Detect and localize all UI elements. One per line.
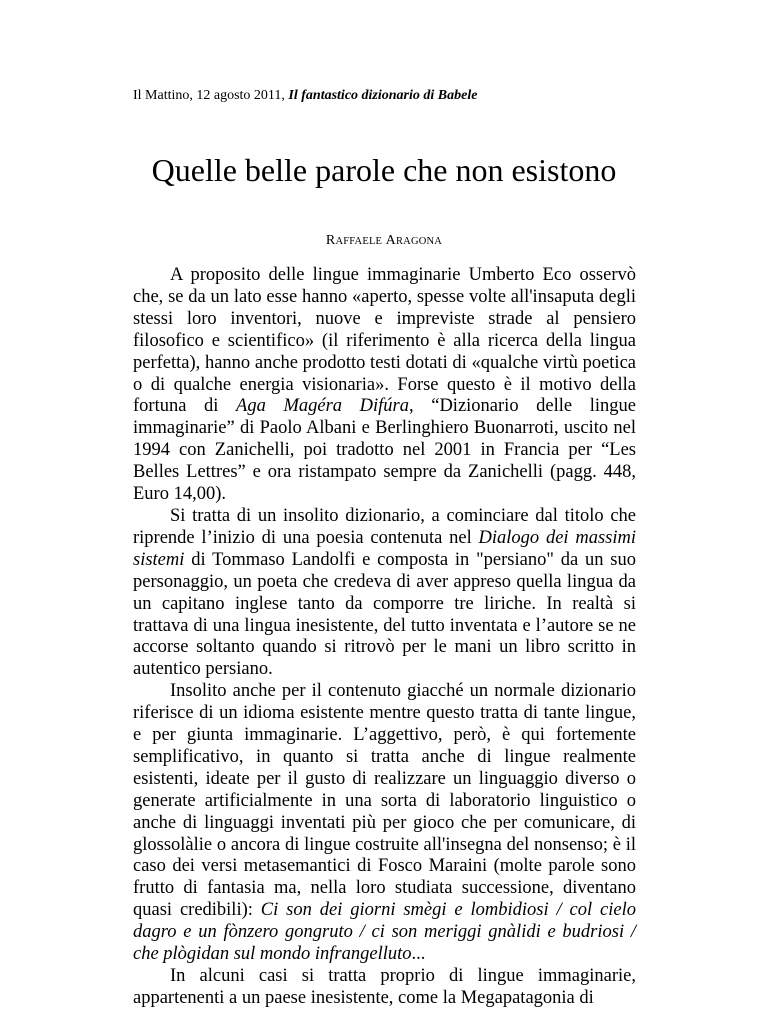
source-line: [133, 88, 477, 104]
article-title: Quelle belle parole che non esistono: [151, 152, 617, 188]
article-body: [133, 265, 636, 1010]
paragraph: A proposito delle lingue immaginarie Umberto Eco osservò che, se da un lato esse hanno «aperto, spesse volte all'insaputa degli stessi loro inventori, nuove e impreviste strade al pensiero filosofico e scientifico» (il riferimento è alla ricerca della lingua perfetta), hanno anche prodotto testi dotati di «qualche virtù poetica o di qualche energia visionaria». Forse questo è il motivo della fortuna di Aga Magéra Difúra, “Dizionario delle lingue immaginarie” di Paolo Albani e Berlinghiero Buonarroti, uscito nel 1994 con Zanichelli, poi tradotto nel 2001 in Francia per “Les Belles Lettres” e ora ristampato sempre da Zanichelli (pagg. 448, Euro 14,00).: [133, 265, 636, 505]
source-title: Il fantastico dizionario di Babele: [288, 88, 478, 103]
paragraph: In alcuni casi si tratta proprio di lingue immaginarie, appartenenti a un paese inesistente, come la Megapatagonia di: [133, 966, 636, 1008]
paragraph: Si tratta di un insolito dizionario, a cominciare dal titolo che riprende l’inizio di una poesia contenuta nel Dialogo dei massimi sistemi di Tommaso Landolfi e composta in "persiano" da un suo personaggio, un poeta che credeva di aver appreso quella lingua da un capitano inglese tanto da comporre tre liriche. In realtà si trattava di una lingua inesistente, del tutto inventata e l’autore se ne accorse soltanto quando si ritrovò per le mani un libro scritto in autentico persiano.: [133, 505, 636, 680]
paragraph: Insolito anche per il contenuto giacché un normale dizionario riferisce di un idioma esistente mentre questo tratta di tante lingue, e per giunta immaginarie. L’aggettivo, però, è qui fortemente semplificativo, in quanto si tratta anche di lingue realmente esistenti, ideate per il gusto di realizzare un linguaggio diverso o generate artificialmente in una sorta di laboratorio linguistico o anche di linguaggi inventati più per gioco che per comunicare, di glossolàlie o ancora di lingue costruite all'insegna del nonsenso; è il caso dei versi metasemantici di Fosco Maraini (molte parole sono frutto di fantasia ma, nella loro studiata successione, diventano quasi credibili): Ci son dei giorni smègi e lombidiosi / col cielo dagro e un fònzero gongruto / ci son meriggi gnàlidi e budriosi / che plògidan sul mondo infrangelluto...: [133, 681, 636, 965]
author-byline: RAFFAELE ARAGONA: [325, 233, 443, 248]
source-prefix: Il Mattino, 12 agosto 2011,: [133, 88, 289, 103]
